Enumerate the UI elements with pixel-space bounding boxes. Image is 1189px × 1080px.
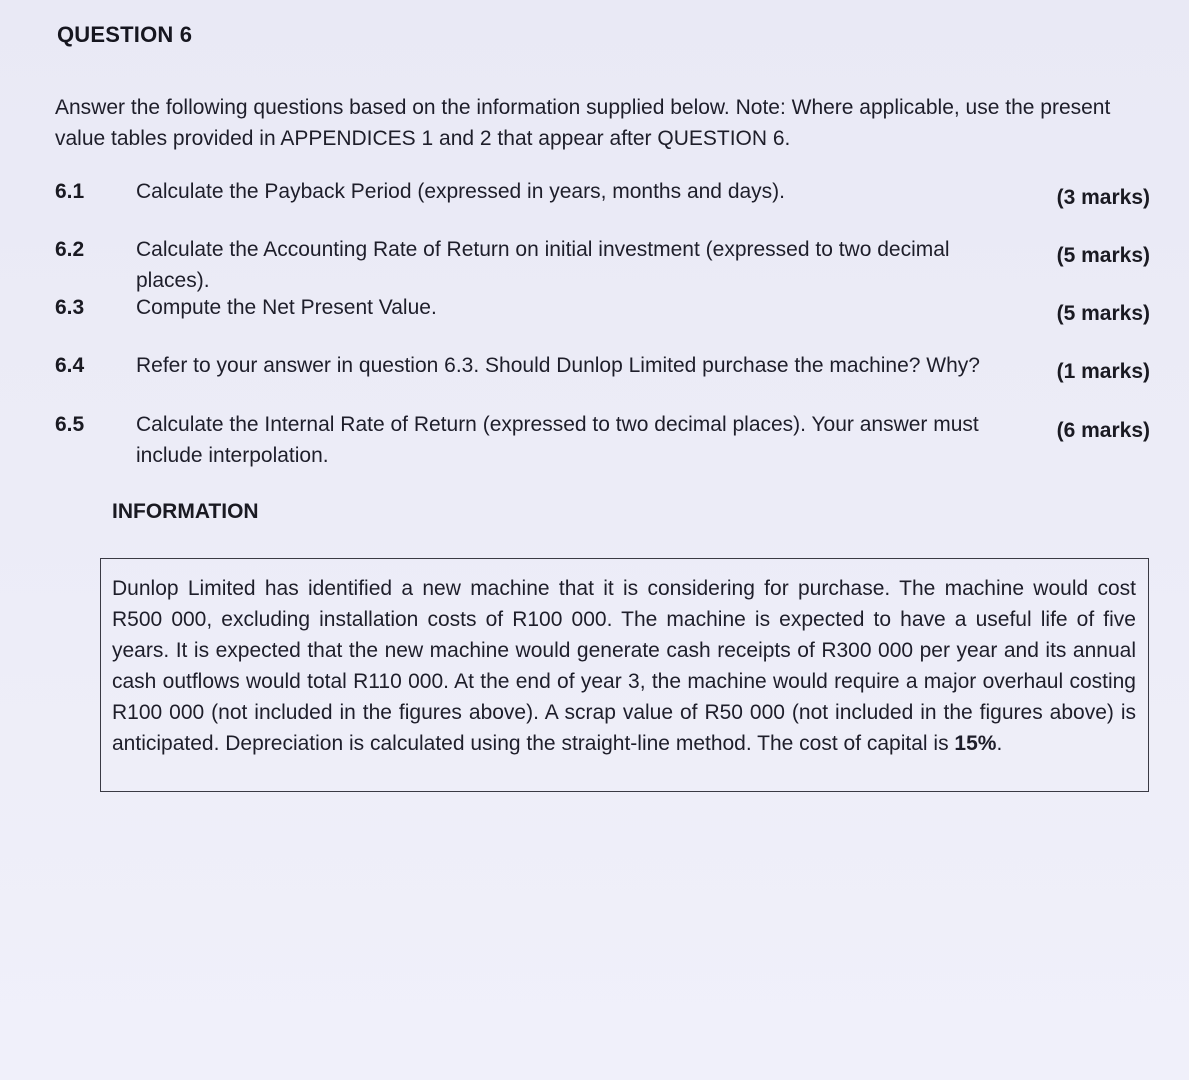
information-body-end: . <box>996 732 1003 755</box>
information-box <box>100 558 1149 792</box>
item-text: Calculate the Payback Period (expressed in years, months and days). <box>136 180 786 203</box>
question-heading: QUESTION 6 <box>57 22 193 47</box>
cost-of-capital-value: 15% <box>954 732 997 755</box>
item-marks: (3 marks) <box>1056 186 1150 209</box>
item-number: 6.1 <box>55 180 85 203</box>
item-marks: (5 marks) <box>1056 244 1150 267</box>
item-number: 6.2 <box>55 238 85 261</box>
item-text: Refer to your answer in question 6.3. Should Dunlop Limited purchase the machine? Why? <box>136 354 980 377</box>
item-text: Compute the Net Present Value. <box>136 296 437 319</box>
item-marks: (6 marks) <box>1056 419 1150 442</box>
item-marks: (5 marks) <box>1056 302 1150 325</box>
item-marks: (1 marks) <box>1056 360 1150 383</box>
item-text: Calculate the Internal Rate of Return (expressed to two decimal places). Your answer must include interpolation. <box>136 413 979 467</box>
information-body: Dunlop Limited has identified a new machine that it is considering for purchase. The machine would cost R500 000, excluding installation costs of R100 000. The machine is expected to have a useful life of five years. It is expected that the new machine would generate cash receipts of R300 000 per year and its annual cash outflows would total R110 000. At the end of year 3, the machine would require a major overhaul costing R100 000 (not included in the figures above). A scrap value of R50 000 (not included in the figures above) is anticipated. Depreciation is calculated using the straight-line method. The cost of capital is <box>112 577 1136 755</box>
item-number: 6.3 <box>55 296 85 319</box>
item-number: 6.5 <box>55 413 85 436</box>
item-text: Calculate the Accounting Rate of Return on initial investment (expressed to two decimal places). <box>136 238 950 292</box>
item-number: 6.4 <box>55 354 85 377</box>
information-heading: INFORMATION <box>112 500 259 523</box>
question-intro: Answer the following questions based on the information supplied below. Note: Where applicable, use the present value tables provided in APPENDICES 1 and 2 that appear after QUESTION 6. <box>55 96 1111 150</box>
